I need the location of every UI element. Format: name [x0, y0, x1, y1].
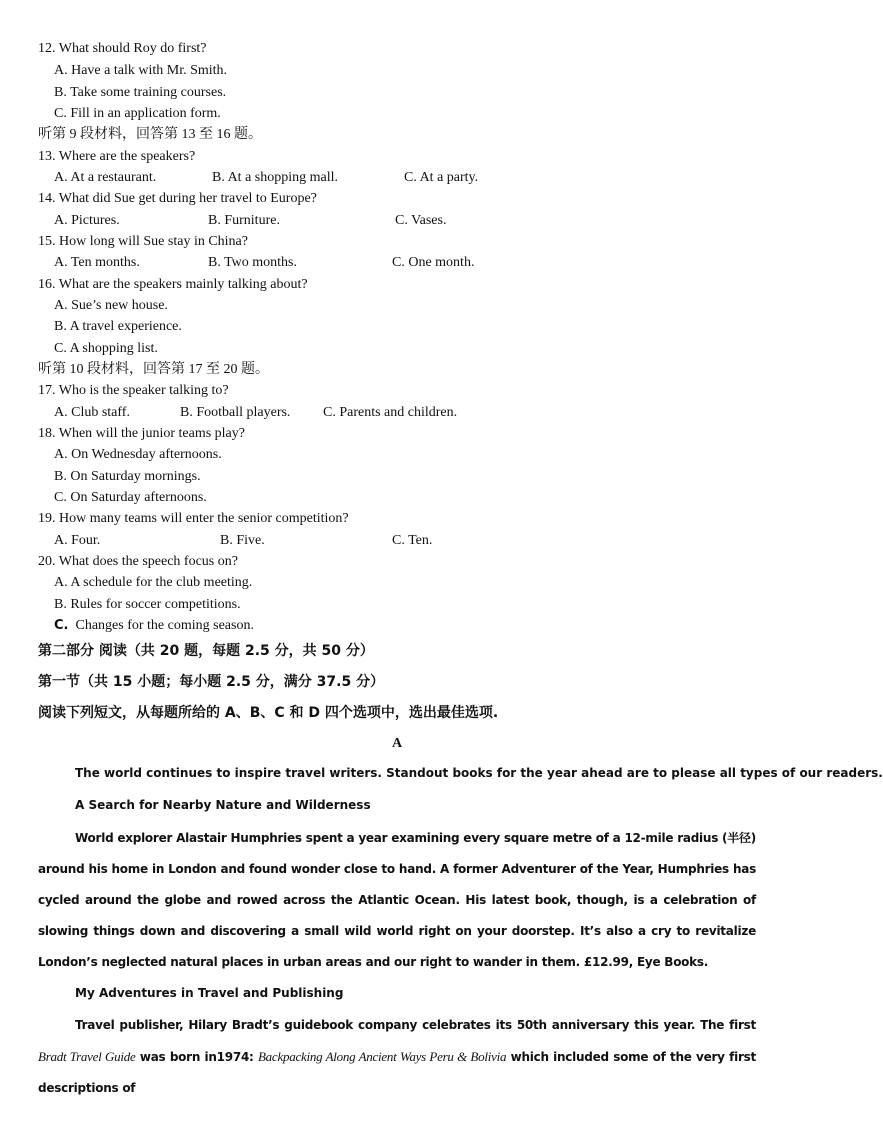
part-two-title: 第二部分 阅读（共 20 题，每题 2.5 分，共 50 分）	[38, 643, 374, 659]
option-18c: C. On Saturday afternoons.	[54, 490, 207, 505]
option-20c	[54, 617, 254, 635]
section-one-title: 第一节（共 15 小题；每小题 2.5 分，满分 37.5 分）	[38, 674, 385, 690]
question-13: 13. Where are the speakers?	[38, 149, 196, 164]
book2-text-2: was born in1974:	[135, 1050, 258, 1064]
instruction: 阅读下列短文，从每题所给的 A、B、C 和 D 四个选项中，选出最佳选项.	[38, 705, 499, 721]
option-12b: B. Take some training courses.	[54, 85, 227, 100]
question-14: 14. What did Sue get during her travel to Europe?	[38, 191, 317, 206]
option-17a: A. Club staff.	[54, 405, 130, 420]
option-16c: C. A shopping list.	[54, 341, 158, 356]
option-17b: B. Football players.	[180, 405, 291, 420]
option-12c: C. Fill in an application form.	[54, 106, 221, 121]
option-19a: A. Four.	[54, 533, 101, 548]
book1-title: A Search for Nearby Nature and Wilderness	[75, 798, 371, 812]
question-17: 17. Who is the speaker talking to?	[38, 383, 229, 398]
option-20b: B. Rules for soccer competitions.	[54, 597, 241, 612]
option-16b: B. A travel experience.	[54, 319, 182, 334]
book2-text-3: which included some of the very first descriptions of	[38, 1050, 756, 1095]
option-18a: A. On Wednesday afternoons.	[54, 447, 222, 462]
question-15: 15. How long will Sue stay in China?	[38, 234, 248, 249]
question-19: 19. How many teams will enter the senior competition?	[38, 511, 349, 526]
option-13b: B. At a shopping mall.	[212, 170, 338, 185]
option-13c: C. At a party.	[404, 170, 479, 185]
book1-text: World explorer Alastair Humphries spent a year examining every square metre of a 12-mile radius (半径) around his home in London and found wonder close to hand. A former Adventurer of the Year, Humphries has cycled around the globe and rowed across the Atlantic Ocean. His latest book, though, is a celebration of slowing things down and discovering a small wild world right on your doorstep. It’s also a cry to revitalize London’s neglected natural places in urban areas and our right to wander in them. £12.99, Eye Books.	[38, 831, 756, 969]
option-17c: C. Parents and children.	[323, 405, 458, 420]
passage-intro: The world continues to inspire travel writers. Standout books for the year ahead are to please all types of our readers.	[75, 766, 883, 780]
question-18: 18. When will the junior teams play?	[38, 426, 245, 441]
option-12a: A. Have a talk with Mr. Smith.	[54, 63, 228, 78]
book2-italic-title-1: Bradt Travel Guide	[38, 1049, 136, 1064]
option-15b: B. Two months.	[208, 255, 297, 270]
option-20c-letter: C.	[54, 618, 69, 633]
book2-paragraph	[38, 1010, 756, 1104]
book2-title: My Adventures in Travel and Publishing	[75, 986, 344, 1000]
section-10-heading: 听第 10 段材料，回答第 17 至 20 题。	[38, 362, 269, 377]
option-14a: A. Pictures.	[54, 213, 120, 228]
question-12: 12. What should Roy do first?	[38, 41, 207, 56]
option-18b: B. On Saturday mornings.	[54, 469, 201, 484]
option-15c: C. One month.	[392, 255, 475, 270]
book2-italic-title-2: Backpacking Along Ancient Ways Peru & Bolivia	[257, 1049, 507, 1064]
option-14c: C. Vases.	[395, 213, 447, 228]
question-16: 16. What are the speakers mainly talking about?	[38, 277, 308, 292]
passage-label: A	[391, 736, 403, 751]
option-16a: A. Sue’s new house.	[54, 298, 168, 313]
book1-paragraph	[38, 823, 756, 978]
option-13a: A. At a restaurant.	[54, 170, 157, 185]
book2-text-1: Travel publisher, Hilary Bradt’s guidebook company celebrates its 50th anniversary this year. The first	[75, 1018, 756, 1032]
option-20a: A. A schedule for the club meeting.	[54, 575, 253, 590]
option-14b: B. Furniture.	[208, 213, 280, 228]
section-9-heading: 听第 9 段材料，回答第 13 至 16 题。	[38, 127, 262, 142]
question-20: 20. What does the speech focus on?	[38, 554, 238, 569]
option-20c-text: Changes for the coming season.	[75, 618, 254, 633]
option-19c: C. Ten.	[392, 533, 433, 548]
option-15a: A. Ten months.	[54, 255, 140, 270]
option-19b: B. Five.	[220, 533, 265, 548]
